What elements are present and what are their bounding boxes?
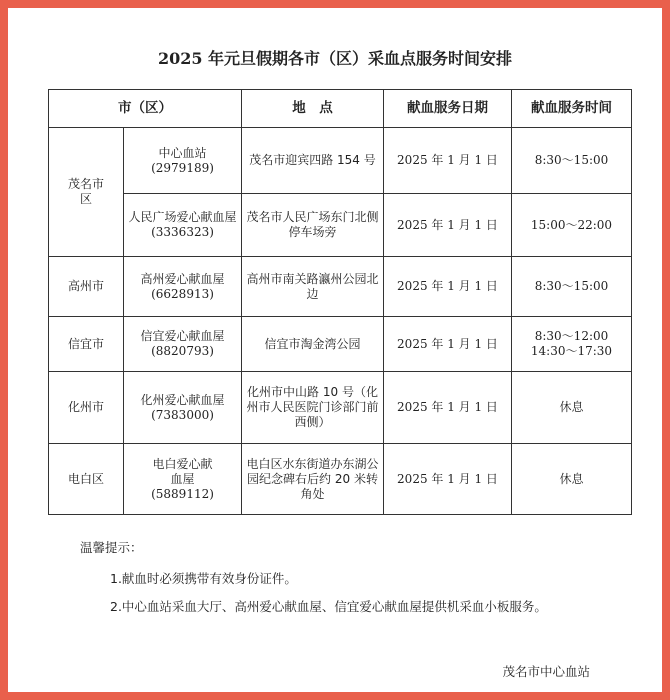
city-name: 茂名市区 bbox=[68, 177, 105, 206]
tip-item: 1.献血时必须携带有效身份证件。 bbox=[110, 571, 297, 586]
site-cell bbox=[124, 444, 242, 515]
site-name: 高州爱心献血屋 bbox=[140, 271, 225, 286]
table-row bbox=[49, 317, 632, 372]
address-cell: 高州市南关路瀛州公园北边 bbox=[242, 257, 384, 317]
city-cell bbox=[49, 128, 124, 257]
table-row bbox=[49, 444, 632, 515]
tip-item: 2.中心血站采血大厅、高州爱心献血屋、信宜爱心献血屋提供机采血小板服务。 bbox=[110, 599, 547, 614]
time-cell bbox=[512, 317, 632, 372]
date-cell: 2025 年 1 月 1 日 bbox=[384, 128, 512, 194]
time-cell bbox=[512, 372, 632, 444]
schedule-table bbox=[48, 89, 632, 515]
site-phone: (3336323) bbox=[151, 225, 214, 239]
site-cell bbox=[124, 317, 242, 372]
time-cell bbox=[512, 128, 632, 194]
table-row bbox=[49, 257, 632, 317]
notice-card bbox=[8, 8, 662, 692]
city-cell: 电白区 bbox=[49, 444, 124, 515]
table-header-row bbox=[49, 90, 632, 128]
site-phone: (2979189) bbox=[151, 160, 214, 175]
time-slot: 休息 bbox=[559, 471, 584, 486]
address-cell: 电白区水东街道办东湖公园纪念碑右后约 20 米转角处 bbox=[242, 444, 384, 515]
site-name: 信宜爱心献血屋 bbox=[140, 329, 225, 343]
site-name: 中心血站 bbox=[158, 145, 207, 160]
site-phone: (5889112) bbox=[151, 486, 214, 501]
date-cell: 2025 年 1 月 1 日 bbox=[384, 444, 512, 515]
time-slot: 15:00～22:00 bbox=[530, 217, 613, 232]
time-slot: 8:30～15:00 bbox=[534, 153, 609, 167]
time-slot: 14:30～17:30 bbox=[530, 344, 613, 358]
date-cell: 2025 年 1 月 1 日 bbox=[384, 372, 512, 444]
site-cell bbox=[124, 128, 242, 194]
time-cell bbox=[512, 444, 632, 515]
site-name-text: 人民广场爱心献血屋 bbox=[128, 210, 237, 224]
header-date: 献血服务日期 bbox=[384, 90, 512, 128]
city-cell: 高州市 bbox=[49, 257, 124, 317]
header-time: 献血服务时间 bbox=[512, 90, 632, 128]
date-cell: 2025 年 1 月 1 日 bbox=[384, 317, 512, 372]
time-slot: 8:30～15:00 bbox=[534, 279, 609, 293]
site-phone: (6628913) bbox=[151, 286, 214, 301]
time-cell bbox=[512, 257, 632, 317]
address-cell: 茂名市人民广场东门北侧停车场旁 bbox=[242, 194, 384, 257]
time-slot: 休息 bbox=[559, 400, 584, 414]
table-row bbox=[49, 194, 632, 257]
header-location: 地 点 bbox=[242, 90, 384, 128]
site-name: 电白爱心献血屋 bbox=[152, 456, 213, 486]
site-cell bbox=[124, 194, 242, 257]
site-phone: (8820793) bbox=[151, 344, 214, 358]
table-row bbox=[49, 372, 632, 444]
signature: 茂名市中心血站 bbox=[502, 664, 590, 679]
address-cell: 茂名市迎宾四路 154 号 bbox=[242, 128, 384, 194]
address-cell: 化州市中山路 10 号（化州市人民医院门诊部门前西侧） bbox=[242, 372, 384, 444]
table-row bbox=[49, 128, 632, 194]
city-cell: 化州市 bbox=[49, 372, 124, 444]
city-cell: 信宜市 bbox=[49, 317, 124, 372]
site-name bbox=[128, 210, 237, 240]
time-cell bbox=[512, 194, 632, 257]
header-city: 市（区） bbox=[49, 90, 242, 128]
site-name: 化州爱心献血屋 bbox=[140, 392, 225, 407]
site-phone: (7383000) bbox=[151, 407, 214, 422]
date-cell: 2025 年 1 月 1 日 bbox=[384, 257, 512, 317]
site-cell bbox=[124, 257, 242, 317]
time-slot: 8:30～12:00 bbox=[534, 329, 609, 343]
page-title: 2025 年元旦假期各市（区）采血点服务时间安排 bbox=[157, 49, 513, 68]
address-cell: 信宜市淘金湾公园 bbox=[242, 317, 384, 372]
date-cell: 2025 年 1 月 1 日 bbox=[384, 194, 512, 257]
tips-heading: 温馨提示： bbox=[80, 540, 143, 555]
site-cell bbox=[124, 372, 242, 444]
